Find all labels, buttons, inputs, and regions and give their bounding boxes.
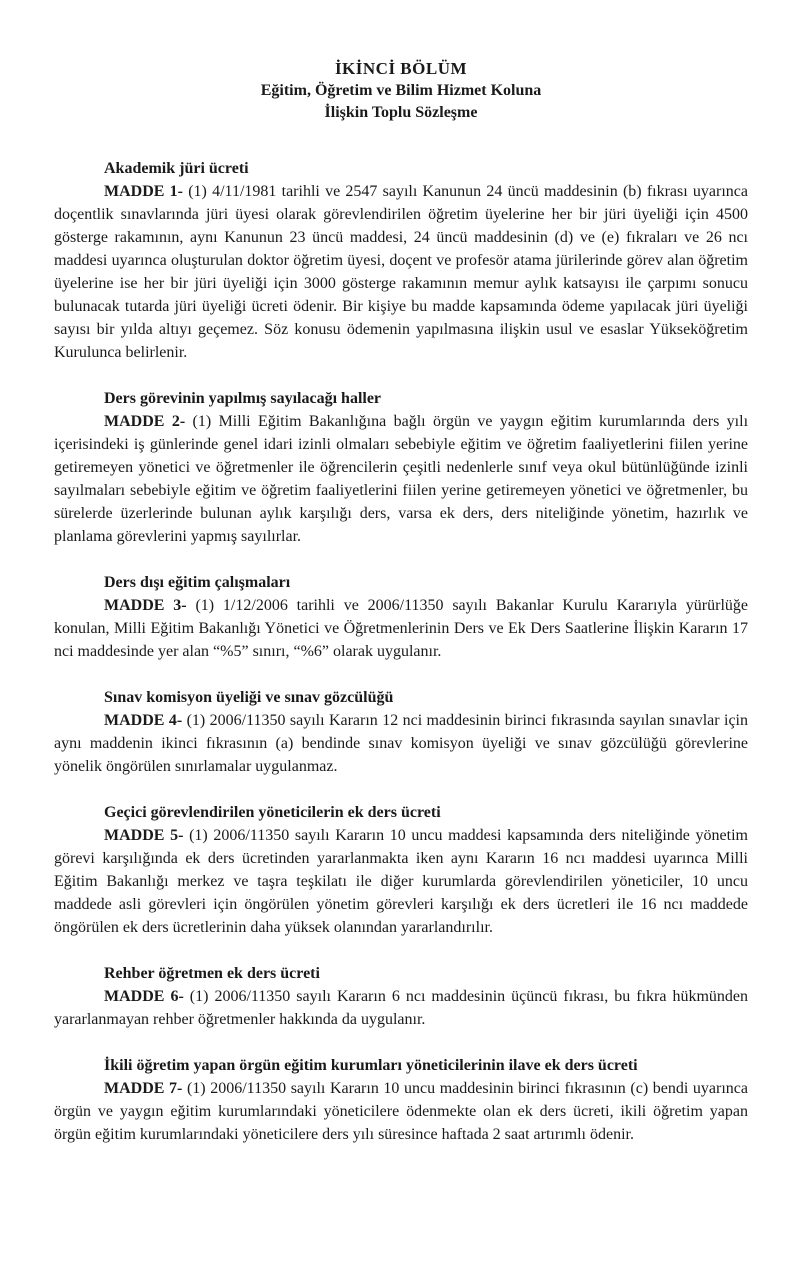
article-title: Akademik jüri ücreti (104, 160, 249, 177)
article-text: (1) 2006/11350 sayılı Kararın 10 uncu maddesi kapsamında ders niteliğinde yönetim görevi karşılığında ek ders ücretinden yararlanmakta iken aynı Kararın 16 ncı maddesi uyarınca Milli Eğitim Bakanlığı merkez ve taşra teşkilatı ile diğer kurumlarda görevlendirilen yöneticiler, 10 uncu maddede asli görevleri için öngörülen yönetim görevleri karşılığı ek ders ücretleri ile 16 ncı maddede öngörülen ek ders ücretlerinin daha yüksek olanından yararlandırılır. (54, 827, 748, 936)
article-text: (1) 2006/11350 sayılı Kararın 12 nci maddesinin birinci fıkrasında sayılan sınavlar için aynı maddenin ikinci fıkrasının (a) bendinde sınav komisyon üyeliği ve sınav gözcülüğü görevlerine yönelik öngörülen sınırlamalar uygulanmaz. (54, 712, 749, 775)
document-header (54, 58, 748, 124)
part-title: İKİNCİ BÖLÜM (334, 59, 468, 78)
article-body (54, 985, 748, 1031)
article-body (54, 180, 748, 364)
article-3 (54, 572, 748, 663)
article-1 (54, 158, 748, 364)
article-text: (1) 2006/11350 sayılı Kararın 10 uncu maddesinin birinci fıkrasının (c) bendi uyarınca örgün ve yaygın eğitim kurumlarındaki yöneticilere ödenmekte olan ek ders ücreti, ikili öğretim yapan örgün eğitim kurumlarındaki yöneticilere ders yılı süresince haftada 2 saat artırımlı ödenir. (54, 1080, 748, 1143)
article-title: Rehber öğretmen ek ders ücreti (104, 965, 320, 982)
article-7 (54, 1055, 748, 1146)
article-body (54, 824, 748, 939)
article-number: MADDE 6- (104, 988, 184, 1005)
article-body (54, 410, 748, 548)
article-number: MADDE 1- (104, 183, 183, 200)
article-title: Sınav komisyon üyeliği ve sınav gözcülüğü (104, 689, 394, 706)
article-title: Ders görevinin yapılmış sayılacağı haller (104, 390, 382, 407)
article-title: Geçici görevlendirilen yöneticilerin ek ders ücreti (104, 804, 441, 821)
article-number: MADDE 5- (104, 827, 184, 844)
article-number: MADDE 4- (104, 712, 183, 729)
article-number: MADDE 3- (104, 597, 187, 614)
article-6 (54, 963, 748, 1031)
section-title-line-2: İlişkin Toplu Sözleşme (324, 104, 478, 121)
article-4 (54, 687, 748, 778)
article-2 (54, 388, 748, 548)
article-text: (1) 2006/11350 sayılı Kararın 6 ncı maddesinin üçüncü fıkrası, bu fıkra hükmünden yararlanmayan rehber öğretmenler hakkında da uygulanır. (54, 988, 749, 1028)
article-title: Ders dışı eğitim çalışmaları (104, 574, 291, 591)
section-title-line-1: Eğitim, Öğretim ve Bilim Hizmet Koluna (260, 82, 542, 99)
article-text: (1) 1/12/2006 tarihli ve 2006/11350 sayılı Bakanlar Kurulu Kararıyla yürürlüğe konulan, Milli Eğitim Bakanlığı Yönetici ve Öğretmenlerinin Ders ve Ek Ders Saatlerine İlişkin Kararın 17 nci maddesinde yer alan “%5” sınırı, “%6” olarak uygulanır. (54, 597, 749, 660)
article-body (54, 594, 748, 663)
article-5 (54, 802, 748, 939)
article-text: (1) 4/11/1981 tarihli ve 2547 sayılı Kanunun 24 üncü maddesinin (b) fıkrası uyarınca doçentlik sınavlarında jüri üyesi olarak görevlendirilen öğretim üyelerine her bir jüri üyeliği için 4500 gösterge rakamının, aynı Kanunun 23 üncü maddesi, 24 üncü maddesinin (d) ve (e) fıkraları ve 26 ncı maddesi uyarınca oluşturulan doktor öğretim üyesi, doçent ve profesör atama jürilerinde görev alan öğretim üyelerine ise her bir jüri üyeliği için 3000 gösterge rakamının memur aylık katsayısı ile çarpımı sonucu bulunacak tutarda jüri üyeliği ücreti ödenir. Bir kişiye bu madde kapsamında ödeme yapılacak jüri üyeliği sayısı bir yılda altıyı geçemez. Söz konusu ödemenin yapılmasına ilişkin usul ve esaslar Yükseköğretim Kurulunca belirlenir. (54, 183, 749, 361)
article-body (54, 709, 748, 778)
article-body (54, 1077, 748, 1146)
article-text: (1) Milli Eğitim Bakanlığına bağlı örgün ve yaygın eğitim kurumlarında ders yılı içerisindeki iş günlerinde genel idari izinli olmaları sebebiyle eğitim ve öğretim faaliyetlerini fiilen yerine getiremeyen yönetici ve öğretmenler ile öğrencilerin çeşitli nedenlerle sınıf veya okul bütünlüğünde izinli sayılmaları sebebiyle eğitim ve öğretim faaliyetlerini fiilen yerine getiremeyen yönetici ve öğretmenler, bu sürelerde üzerlerinde bulunan aylık karşılığı ders, varsa ek ders, ders niteliğinde yönetim, hazırlık ve planlama görevlerini yapmış sayılırlar. (54, 413, 749, 545)
article-number: MADDE 2- (104, 413, 186, 430)
article-number: MADDE 7- (104, 1080, 183, 1097)
article-title: İkili öğretim yapan örgün eğitim kurumları yöneticilerinin ilave ek ders ücreti (104, 1057, 638, 1074)
